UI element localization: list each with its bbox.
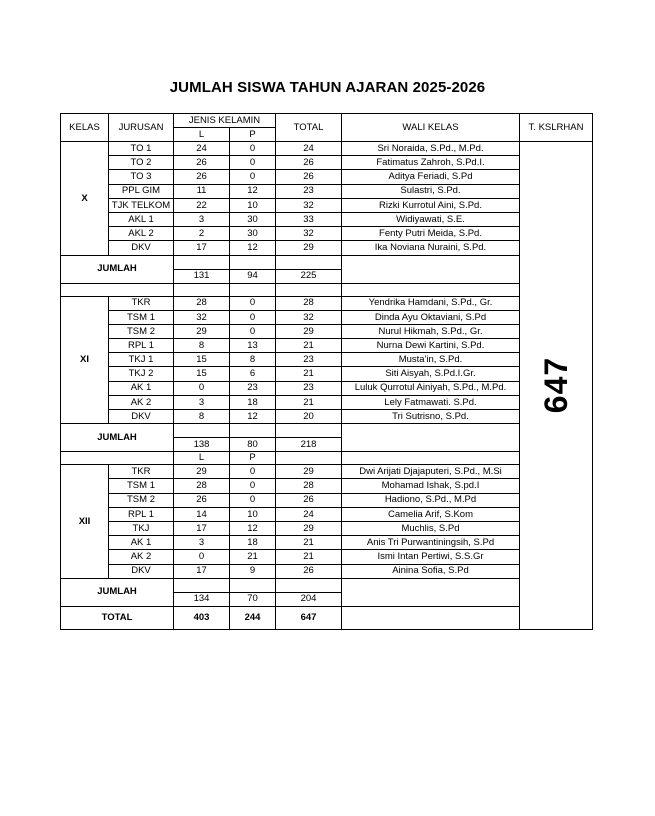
jumlah-label: JUMLAH <box>61 255 174 283</box>
grand-total-row <box>61 606 593 629</box>
total-cell: 33 <box>276 212 342 226</box>
p-cell: 23 <box>230 381 276 395</box>
table-row <box>61 198 593 212</box>
wali-kelas-cell: Anis Tri Purwantiningsih, S.Pd <box>342 536 520 550</box>
jurusan-cell: TO 3 <box>109 170 174 184</box>
jumlah-p: 94 <box>230 269 276 283</box>
spacer-cell <box>342 452 520 465</box>
wali-kelas-cell: Ismi Intan Pertiwi, S.S.Gr <box>342 550 520 564</box>
table-row <box>61 142 593 156</box>
table-row <box>61 212 593 226</box>
l-cell: 15 <box>174 353 230 367</box>
p-cell: 21 <box>230 550 276 564</box>
l-cell: 17 <box>174 521 230 535</box>
table-row <box>61 564 593 578</box>
wali-kelas-cell: Hadiono, S.Pd., M.Pd <box>342 493 520 507</box>
jumlah-wali-empty <box>342 255 520 283</box>
table-row <box>61 241 593 255</box>
total-cell: 26 <box>276 564 342 578</box>
table-row <box>61 324 593 338</box>
sub-p-cell: P <box>230 452 276 465</box>
jumlah-p: 80 <box>230 438 276 452</box>
p-cell: 0 <box>230 156 276 170</box>
table-row <box>61 227 593 241</box>
p-cell: 0 <box>230 493 276 507</box>
jurusan-cell: PPL GIM <box>109 184 174 198</box>
l-cell: 17 <box>174 241 230 255</box>
jurusan-cell: TO 1 <box>109 142 174 156</box>
l-cell: 26 <box>174 170 230 184</box>
jurusan-cell: AK 1 <box>109 536 174 550</box>
p-cell: 13 <box>230 339 276 353</box>
sub-l-cell: L <box>174 452 230 465</box>
total-cell: 21 <box>276 536 342 550</box>
total-cell: 21 <box>276 367 342 381</box>
table-row <box>61 184 593 198</box>
total-cell: 28 <box>276 296 342 310</box>
jumlah-l: 131 <box>174 269 230 283</box>
kelas-xii: XII <box>61 465 109 579</box>
p-cell: 0 <box>230 465 276 479</box>
jurusan-cell: TSM 2 <box>109 493 174 507</box>
jumlah-total: 204 <box>276 592 342 606</box>
total-cell: 26 <box>276 170 342 184</box>
kelas-xi: XI <box>61 296 109 424</box>
page-title: JUMLAH SISWA TAHUN AJARAN 2025-2026 <box>169 79 486 96</box>
table-row <box>61 493 593 507</box>
l-cell: 8 <box>174 339 230 353</box>
grand-total-l: 403 <box>174 606 230 629</box>
jurusan-cell: DKV <box>109 241 174 255</box>
p-cell: 30 <box>230 227 276 241</box>
jumlah-spacer-l <box>174 424 230 438</box>
wali-kelas-cell: Dwi Arijati Djajaputeri, S.Pd., M.Si <box>342 465 520 479</box>
jurusan-cell: RPL 1 <box>109 339 174 353</box>
wali-kelas-cell: Widiyawati, S.E. <box>342 212 520 226</box>
l-cell: 22 <box>174 198 230 212</box>
spacer-cell <box>276 283 342 296</box>
l-cell: 15 <box>174 367 230 381</box>
grand-total-wali-empty <box>342 606 520 629</box>
p-cell: 0 <box>230 142 276 156</box>
l-cell: 29 <box>174 465 230 479</box>
jumlah-wali-empty <box>342 578 520 606</box>
p-cell: 6 <box>230 367 276 381</box>
p-cell: 0 <box>230 324 276 338</box>
p-cell: 10 <box>230 198 276 212</box>
jurusan-cell: TKR <box>109 465 174 479</box>
table-row <box>61 521 593 535</box>
l-cell: 28 <box>174 479 230 493</box>
wali-kelas-cell: Sulastri, S.Pd. <box>342 184 520 198</box>
wali-kelas-cell: Yendrika Hamdani, S.Pd., Gr. <box>342 296 520 310</box>
p-cell: 0 <box>230 310 276 324</box>
wali-kelas-cell: Siti Aisyah, S.Pd.I.Gr. <box>342 367 520 381</box>
wali-kelas-cell: Sri Noraida, S.Pd., M.Pd. <box>342 142 520 156</box>
l-cell: 3 <box>174 395 230 409</box>
jumlah-total: 225 <box>276 269 342 283</box>
p-cell: 0 <box>230 170 276 184</box>
jumlah-spacer-p <box>230 255 276 269</box>
table-row <box>61 353 593 367</box>
table-row <box>61 550 593 564</box>
wali-kelas-cell: Musta'in, S.Pd. <box>342 353 520 367</box>
p-cell: 30 <box>230 212 276 226</box>
wali-kelas-cell: Ainina Sofia, S.Pd <box>342 564 520 578</box>
jumlah-spacer-l <box>174 255 230 269</box>
l-cell: 26 <box>174 493 230 507</box>
total-cell: 32 <box>276 227 342 241</box>
l-cell: 17 <box>174 564 230 578</box>
spacer-row <box>61 452 593 465</box>
total-cell: 26 <box>276 493 342 507</box>
jurusan-cell: TJK TELKOM <box>109 198 174 212</box>
p-cell: 12 <box>230 521 276 535</box>
jumlah-spacer-total <box>276 424 342 438</box>
total-cell: 24 <box>276 142 342 156</box>
wali-kelas-cell: Nurna Dewi Kartini, S.Pd. <box>342 339 520 353</box>
jurusan-cell: TKJ 2 <box>109 367 174 381</box>
p-cell: 12 <box>230 410 276 424</box>
jumlah-label: JUMLAH <box>61 578 174 606</box>
wali-kelas-cell: Aditya Feriadi, S.Pd <box>342 170 520 184</box>
jumlah-spacer-p <box>230 578 276 592</box>
total-cell: 21 <box>276 550 342 564</box>
jumlah-spacer-p <box>230 424 276 438</box>
jumlah-row <box>61 424 593 438</box>
jurusan-cell: AK 2 <box>109 550 174 564</box>
spacer-cell <box>61 452 174 465</box>
l-cell: 32 <box>174 310 230 324</box>
spacer-cell <box>61 283 174 296</box>
spacer-cell <box>230 283 276 296</box>
table-row <box>61 507 593 521</box>
total-cell: 21 <box>276 339 342 353</box>
student-count-table <box>60 113 593 630</box>
total-cell: 24 <box>276 507 342 521</box>
grand-total-total: 647 <box>276 606 342 629</box>
table-row <box>61 367 593 381</box>
jurusan-cell: TSM 2 <box>109 324 174 338</box>
header-l: L <box>174 128 230 142</box>
wali-kelas-cell: Nurul Hikmah, S.Pd., Gr. <box>342 324 520 338</box>
total-cell: 29 <box>276 324 342 338</box>
spacer-cell <box>276 452 342 465</box>
total-cell: 26 <box>276 156 342 170</box>
header-kelas: KELAS <box>61 114 109 142</box>
l-cell: 3 <box>174 536 230 550</box>
total-cell: 23 <box>276 184 342 198</box>
wali-kelas-cell: Camelia Arif, S.Kom <box>342 507 520 521</box>
jurusan-cell: DKV <box>109 564 174 578</box>
l-cell: 14 <box>174 507 230 521</box>
total-cell: 20 <box>276 410 342 424</box>
p-cell: 12 <box>230 184 276 198</box>
total-cell: 23 <box>276 381 342 395</box>
grand-total-p: 244 <box>230 606 276 629</box>
header-t-kslrhan: T. KSLRHAN <box>520 114 593 142</box>
jurusan-cell: TSM 1 <box>109 479 174 493</box>
total-cell: 21 <box>276 395 342 409</box>
jurusan-cell: TKJ <box>109 521 174 535</box>
spacer-cell <box>342 283 520 296</box>
header-jurusan: JURUSAN <box>109 114 174 142</box>
p-cell: 18 <box>230 536 276 550</box>
header-total: TOTAL <box>276 114 342 142</box>
spacer-row <box>61 283 593 296</box>
table-row <box>61 536 593 550</box>
header-p: P <box>230 128 276 142</box>
jurusan-cell: AK 2 <box>109 395 174 409</box>
l-cell: 26 <box>174 156 230 170</box>
jurusan-cell: AKL 1 <box>109 212 174 226</box>
l-cell: 24 <box>174 142 230 156</box>
l-cell: 0 <box>174 550 230 564</box>
jurusan-cell: DKV <box>109 410 174 424</box>
jumlah-spacer-total <box>276 578 342 592</box>
p-cell: 10 <box>230 507 276 521</box>
header-wali-kelas: WALI KELAS <box>342 114 520 142</box>
jurusan-cell: TKR <box>109 296 174 310</box>
wali-kelas-cell: Tri Sutrisno, S.Pd. <box>342 410 520 424</box>
wali-kelas-cell: Fenty Putri Meida, S.Pd. <box>342 227 520 241</box>
jurusan-cell: AK 1 <box>109 381 174 395</box>
jumlah-p: 70 <box>230 592 276 606</box>
p-cell: 18 <box>230 395 276 409</box>
wali-kelas-cell: Ika Noviana Nuraini, S.Pd. <box>342 241 520 255</box>
table-row <box>61 170 593 184</box>
jumlah-spacer-l <box>174 578 230 592</box>
total-cell: 29 <box>276 241 342 255</box>
p-cell: 9 <box>230 564 276 578</box>
jurusan-cell: TKJ 1 <box>109 353 174 367</box>
l-cell: 3 <box>174 212 230 226</box>
header-jenis-kelamin: JENIS KELAMIN <box>174 114 276 128</box>
wali-kelas-cell: Lely Fatmawati. S.Pd. <box>342 395 520 409</box>
jurusan-cell: TSM 1 <box>109 310 174 324</box>
jumlah-row <box>61 255 593 269</box>
p-cell: 8 <box>230 353 276 367</box>
total-cell: 32 <box>276 198 342 212</box>
jurusan-cell: RPL 1 <box>109 507 174 521</box>
jumlah-l: 138 <box>174 438 230 452</box>
t-kslrhan-value: 647 <box>537 357 574 414</box>
l-cell: 0 <box>174 381 230 395</box>
wali-kelas-cell: Fatimatus Zahroh, S.Pd.I. <box>342 156 520 170</box>
wali-kelas-cell: Muchlis, S.Pd <box>342 521 520 535</box>
table-row <box>61 381 593 395</box>
total-cell: 29 <box>276 465 342 479</box>
table-row <box>61 465 593 479</box>
l-cell: 29 <box>174 324 230 338</box>
table-row <box>61 395 593 409</box>
total-cell: 29 <box>276 521 342 535</box>
table-row <box>61 156 593 170</box>
l-cell: 28 <box>174 296 230 310</box>
l-cell: 2 <box>174 227 230 241</box>
t-kslrhan-cell <box>520 142 593 630</box>
wali-kelas-cell: Mohamad Ishak, S.pd.I <box>342 479 520 493</box>
jumlah-row <box>61 578 593 592</box>
table-row <box>61 310 593 324</box>
kelas-x: X <box>61 142 109 256</box>
jumlah-l: 134 <box>174 592 230 606</box>
jumlah-spacer-total <box>276 255 342 269</box>
grand-total-label: TOTAL <box>61 606 174 629</box>
wali-kelas-cell: Dinda Ayu Oktaviani, S.Pd <box>342 310 520 324</box>
jumlah-total: 218 <box>276 438 342 452</box>
total-cell: 32 <box>276 310 342 324</box>
l-cell: 11 <box>174 184 230 198</box>
table-row <box>61 339 593 353</box>
p-cell: 0 <box>230 479 276 493</box>
total-cell: 23 <box>276 353 342 367</box>
wali-kelas-cell: Luluk Qurrotul Ainiyah, S.Pd., M.Pd. <box>342 381 520 395</box>
table-row <box>61 410 593 424</box>
wali-kelas-cell: Rizki Kurrotul Aini, S.Pd. <box>342 198 520 212</box>
table-row <box>61 296 593 310</box>
p-cell: 12 <box>230 241 276 255</box>
jurusan-cell: AKL 2 <box>109 227 174 241</box>
spacer-cell <box>174 283 230 296</box>
jumlah-label: JUMLAH <box>61 424 174 452</box>
l-cell: 8 <box>174 410 230 424</box>
jurusan-cell: TO 2 <box>109 156 174 170</box>
total-cell: 28 <box>276 479 342 493</box>
table-row <box>61 479 593 493</box>
jumlah-wali-empty <box>342 424 520 452</box>
p-cell: 0 <box>230 296 276 310</box>
